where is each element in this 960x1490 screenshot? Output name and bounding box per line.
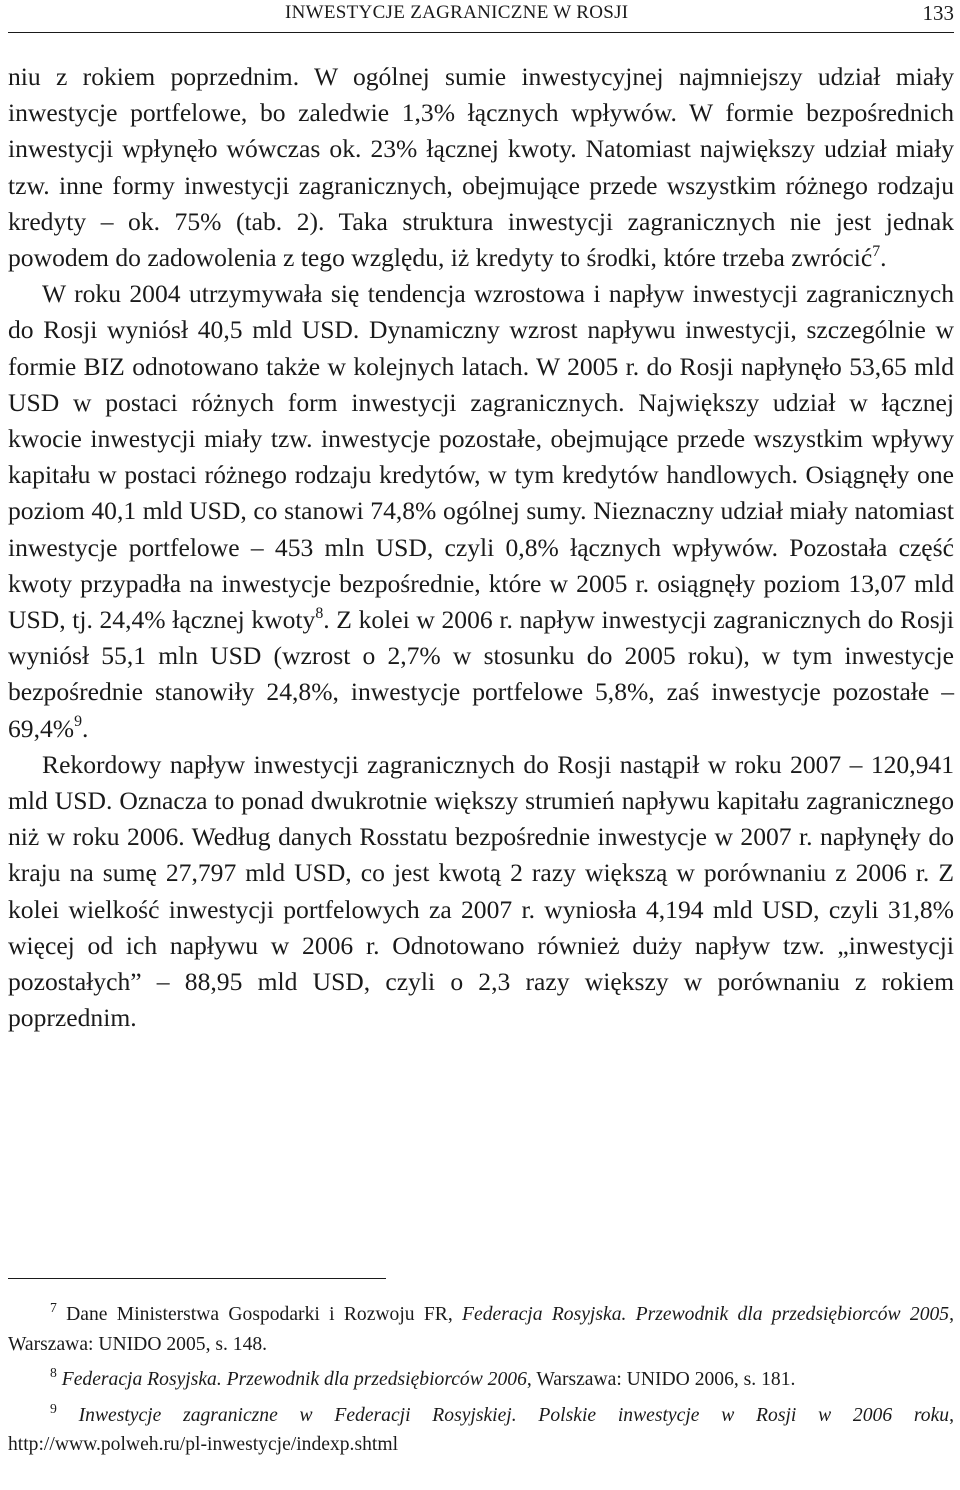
footnote-ref-8: 8 (315, 604, 324, 622)
footnote-source-url: , http://www.polweh.ru/pl-inwestycje/indexp.shtml (8, 1404, 954, 1456)
running-header (8, 0, 954, 33)
footnote-number: 8 (50, 1364, 57, 1380)
paragraph-2-text-b: . Z kolei w 2006 r. napływ inwestycji zagranicznych do Rosji wyniósł 55,1 mln USD (wzrost o 2,7% w stosunku do 2005 roku), w tym inwestycje bezpośrednie stanowiły 24,8%, inwestycje portfelowe 5,8%, zaś inwestycje pozostałe – 69,4% (8, 605, 954, 743)
paragraph-1-text: niu z rokiem poprzednim. W ogólnej sumie inwestycyjnej najmniejszy udział miały inwestycje portfelowe, bo zaledwie 1,3% łącznych wpływów. W formie bezpośrednich inwestycji wpłynęło wówczas ok. 23% łącznej kwoty. Natomiast największy udział miały tzw. inne formy inwestycji zagranicznych, obejmujące przede wszystkim różnego rodzaju kredyty – ok. 75% (tab. 2). Taka struktura inwestycji zagranicznych nie jest jednak powodem do zadowolenia z tego względu, iż kredyty to środki, które trzeba zwrócić (8, 62, 954, 273)
footnote-8 (8, 1365, 954, 1395)
footnote-ref-9: 9 (74, 713, 83, 731)
paragraph-2-end: . (82, 713, 89, 743)
footnote-source: , Warszawa: UNIDO 2005, s. 148. (8, 1304, 954, 1355)
book-page (8, 0, 954, 1456)
footnote-7 (8, 1300, 954, 1359)
footnotes (8, 1300, 954, 1460)
footnote-number: 7 (50, 1299, 57, 1315)
paragraph-1 (8, 59, 954, 276)
footnote-title: Inwestycje zagraniczne w Federacji Rosyjskiej. Polskie inwestycje w Rosji w 2006 roku (78, 1404, 950, 1426)
running-title: INWESTYCJE ZAGRANICZNE W ROSJI (285, 2, 629, 23)
footnote-ref-7: 7 (872, 242, 881, 260)
footnote-number: 9 (50, 1400, 57, 1416)
footnote-text (57, 1405, 79, 1426)
footnote-source: , Warszawa: UNIDO 2006, s. 181. (526, 1369, 796, 1391)
paragraph-1-end: . (880, 243, 887, 273)
paragraph-2-text-a: W roku 2004 utrzymywała się tendencja wzrostowa i napływ inwestycji zagranicznych do Rosji wyniósł 40,5 mld USD. Dynamiczny wzrost napływu inwestycji, szczególnie w formie BIZ odnotowano także w kolejnych latach. W 2005 r. do Rosji napłynęło 53,65 mld USD w postaci różnych form inwestycji zagranicznych. Największy udział w łącznej kwocie inwestycji miały tzw. inwestycje pozostałe, obejmujące przede wszystkim wpływy kapitału w postaci różnego rodzaju kredytów, w tym kredytów handlowych. Osiągnęły one poziom 40,1 mld USD, co stanowi 74,8% ogólnej sumy. Nieznaczny udział miały natomiast inwestycje portfelowe – 453 mln USD, czyli 0,8% łącznych wpływów. Pozostała część kwoty przypadła na inwestycje bezpośrednie, które w 2005 r. osiągnęły poziom 13,07 mld USD, tj. 24,4% łącznej kwoty (8, 279, 954, 635)
footnote-divider (8, 1278, 386, 1279)
footnote-9 (8, 1401, 954, 1460)
footnote-text: Dane Ministerstwa Gospodarki i Rozwoju FR, (56, 1304, 463, 1325)
page-number: 133 (922, 1, 954, 25)
paragraph-3: Rekordowy napływ inwestycji zagranicznych do Rosji nastąpił w roku 2007 – 120,941 mld USD. Oznacza to ponad dwukrotnie większy strumień napływu kapitału zagranicznego niż w roku 2006. Według danych Rosstatu bezpośrednie inwestycje w 2007 r. napłynęły do kraju na sumę 27,797 mld USD, co jest kwotą 2 razy większą w porównaniu z 2006 r. Z kolei wielkość inwestycji portfelowych za 2007 r. wyniosła 4,194 mld USD, czyli 31,8% więcej od ich napływu w 2006 r. Odnotowano również duży napływ tzw. „inwestycji pozostałych” – 88,95 mld USD, czyli o 2,3 razy większy w porównaniu z rokiem poprzednim. (8, 749, 954, 1033)
footnote-title: Federacja Rosyjska. Przewodnik dla przedsiębiorców 2005 (462, 1304, 950, 1325)
body-text (8, 59, 954, 1036)
footnote-title: Federacja Rosyjska. Przewodnik dla przedsiębiorców 2006 (61, 1369, 527, 1391)
paragraph-2 (8, 276, 954, 747)
